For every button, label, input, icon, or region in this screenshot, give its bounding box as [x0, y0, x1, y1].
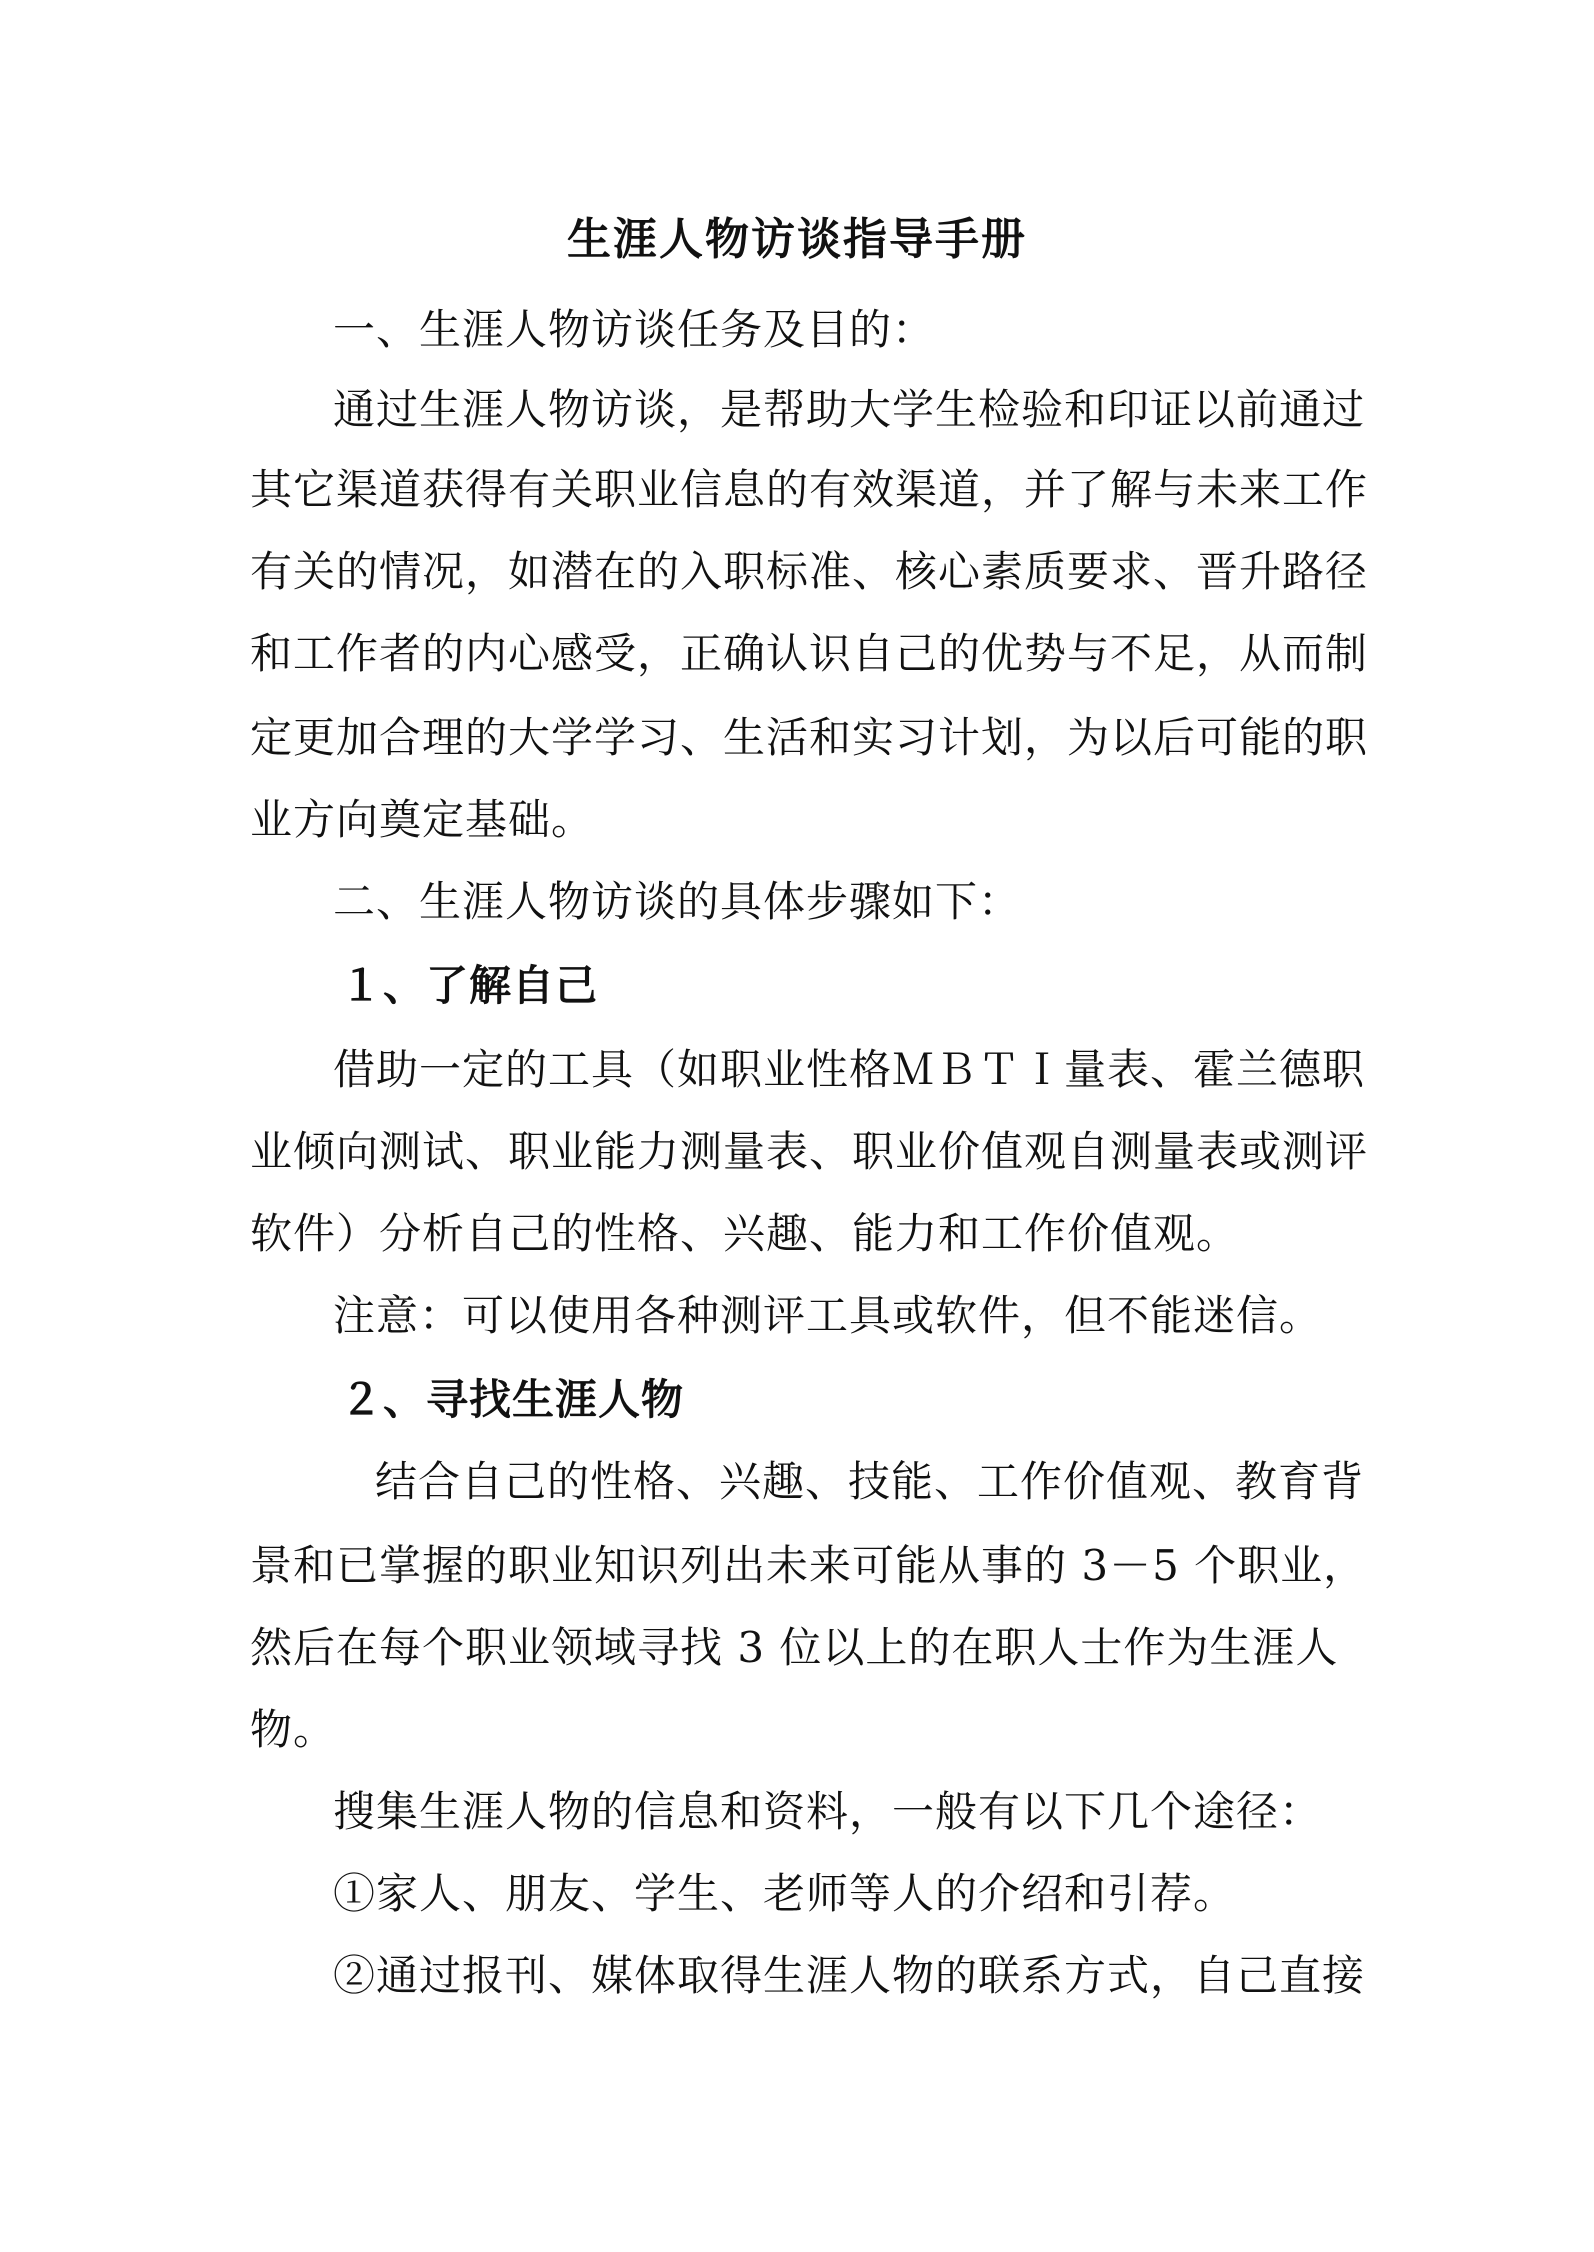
step2-paragraph-line: 然后在每个职业领域寻找 3 位以上的在职人士作为生涯人	[250, 1623, 1339, 1672]
step1-heading: １、了解自己	[340, 961, 599, 1010]
step2-source-item: ①家人、朋友、学生、老师等人的介绍和引荐。	[333, 1869, 1237, 1918]
step2-paragraph-line: 结合自己的性格、兴趣、技能、工作价值观、教育背	[375, 1457, 1365, 1506]
section1-heading: 一、生涯人物访谈任务及目的：	[333, 305, 936, 354]
step2-source-item: ②通过报刊、媒体取得生涯人物的联系方式，自己直接	[333, 1951, 1366, 2000]
step1-paragraph-line: 软件）分析自己的性格、兴趣、能力和工作价值观。	[250, 1209, 1240, 1258]
step2-heading: ２、寻找生涯人物	[340, 1375, 685, 1424]
section1-paragraph-line: 通过生涯人物访谈，是帮助大学生检验和印证以前通过	[333, 385, 1366, 434]
step2-paragraph-line: 景和已掌握的职业知识列出未来可能从事的 3－5 个职业，	[250, 1541, 1367, 1590]
step1-paragraph-line: 借助一定的工具（如职业性格ＭＢＴＩ量表、霍兰德职	[333, 1045, 1366, 1094]
section1-paragraph-line: 和工作者的内心感受，正确认识自己的优势与不足，从而制	[250, 629, 1369, 678]
section1-paragraph-line: 业方向奠定基础。	[250, 795, 595, 844]
step2-sources-intro: 搜集生涯人物的信息和资料，一般有以下几个途径：	[333, 1787, 1323, 1836]
section1-paragraph-line: 其它渠道获得有关职业信息的有效渠道，并了解与未来工作	[250, 465, 1369, 514]
section1-paragraph-line: 定更加合理的大学学习、生活和实习计划，为以后可能的职	[250, 713, 1369, 762]
section2-heading: 二、生涯人物访谈的具体步骤如下：	[333, 877, 1022, 926]
section1-paragraph-line: 有关的情况，如潜在的入职标准、核心素质要求、晋升路径	[250, 547, 1369, 596]
step1-note: 注意：可以使用各种测评工具或软件，但不能迷信。	[333, 1291, 1323, 1340]
step1-paragraph-line: 业倾向测试、职业能力测量表、职业价值观自测量表或测评	[250, 1127, 1369, 1176]
document-title: 生涯人物访谈指导手册	[567, 214, 1027, 265]
step2-paragraph-line: 物。	[250, 1705, 337, 1754]
